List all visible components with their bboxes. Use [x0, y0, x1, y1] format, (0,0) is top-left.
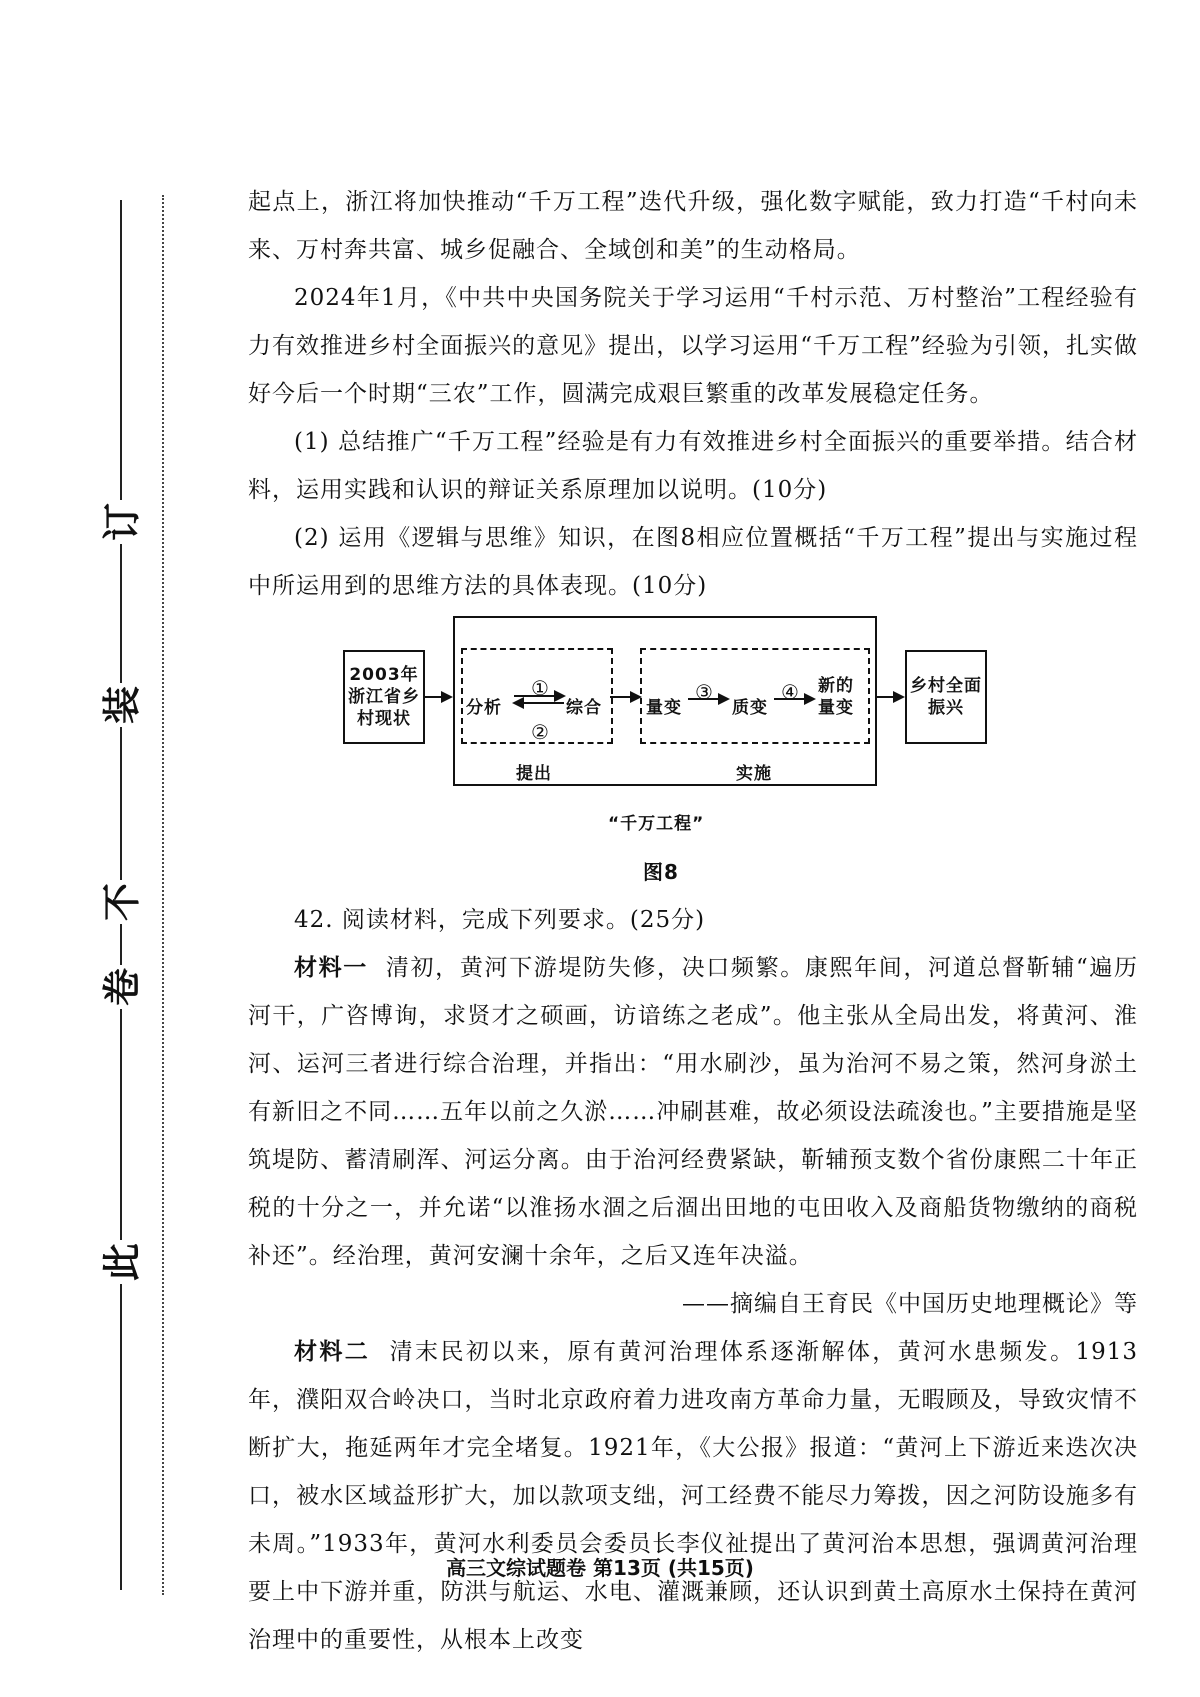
analysis-label: 分析 — [466, 698, 502, 718]
arrow-synthesis-analysis — [514, 702, 564, 704]
binding-char-1: 此 — [100, 1240, 144, 1284]
qualitative-label: 质变 — [732, 698, 768, 718]
material-2 — [248, 1328, 1138, 1664]
arrow-end — [875, 696, 903, 698]
synthesis-label: 综合 — [566, 698, 602, 718]
circle-1: ① — [531, 676, 550, 700]
circle-3: ③ — [695, 680, 714, 704]
question-42-stem: 42. 阅读材料，完成下列要求。(25分) — [294, 907, 706, 933]
question-41-1: (1) 总结推广“千万工程”经验是有力有效推进乡村全面振兴的重要举措。结合材料，运用实践和认识的辩证关系原理加以说明。(10分) — [248, 429, 1138, 503]
propose-label: 提出 — [516, 764, 552, 784]
quantitative-label: 量变 — [646, 698, 682, 718]
paragraph-continuation: 起点上，浙江将加快推动“千万工程”迭代升级，强化数字赋能，致力打造“千村向未来、万村奔共富、城乡促融合、全域创和美”的生动格局。 — [248, 189, 1138, 263]
arrow-mid — [610, 696, 640, 698]
paragraph-2024: 2024年1月，《中共中央国务院关于学习运用“千村示范、万村整治”工程经验有力有效推进乡村全面振兴的意见》提出，以学习运用“千万工程”经验为引领，扎实做好今后一个时期“三农”工作，圆满完成艰巨繁重的改革发展稳定任务。 — [248, 285, 1138, 407]
arrow-start — [423, 696, 451, 698]
material-1-source: ——摘编自王育民《中国历史地理概论》等 — [682, 1291, 1138, 1317]
question-41-2: (2) 运用《逻辑与思维》知识，在图8相应位置概括“千万工程”提出与实施过程中所运用到的思维方法的具体表现。(10分) — [248, 525, 1138, 599]
material-2-label: 材料二 — [294, 1339, 371, 1365]
circle-2: ② — [531, 720, 550, 744]
page-content — [248, 178, 1138, 1664]
material-2-text: 清末民初以来，原有黄河治理体系逐渐解体，黄河水患频发。1913年，濮阳双合岭决口，当时北京政府着力进攻南方革命力量，无暇顾及，导致灾情不断扩大，拖延两年才完全堵复。1921年，《大公报》报道：“黄河上下游近来迭次决口，被水区域益形扩大，加以款项支绌，河工经费不能尽力筹拨，因之河防设施多有未周。”1933年，黄河水利委员会委员长李仪祉提出了黄河治本思想，强调黄河治理要上中下游并重，防洪与航运、水电、灌溉兼顾，还认识到黄土高原水土保持在黄河治理中的重要性，从根本上改变 — [248, 1339, 1138, 1653]
material-1 — [248, 944, 1138, 1280]
arrow-qual-newquant — [774, 698, 814, 700]
material-1-text: 清初，黄河下游堤防失修，决口频繁。康熙年间，河道总督靳辅“遍历河干，广咨博询，求贤才之硕画，访谙练之老成”。他主张从全局出发，将黄河、淮河、运河三者进行综合治理，并指出：“用水刷沙，虽为治河不易之策，然河身淤土有新旧之不同……五年以前之久淤……冲刷甚难，故必须设法疏浚也。”主要措施是坚筑堤防、蓄清刷浑、河运分离。由于治河经费紧缺，靳辅预支数个省份康熙二十年正税的十分之一，并允诺“以淮扬水涸之后涸出田地的屯田收入及商船货物缴纳的商税补还”。经治理，黄河安澜十余年，之后又连年决溢。 — [248, 955, 1139, 1269]
material-1-label: 材料一 — [294, 955, 368, 981]
circle-4: ④ — [781, 680, 800, 704]
figure-caption: 图8 — [643, 860, 679, 884]
binding-margin — [0, 0, 175, 1697]
binding-char-5: 订 — [100, 500, 144, 544]
implement-label: 实施 — [736, 764, 772, 784]
end-box: 乡村全面振兴 — [905, 650, 987, 744]
arrow-quant-qual — [688, 698, 728, 700]
page-footer: 高三文综试题卷 第13页 (共15页) — [446, 1556, 754, 1580]
binding-char-3: 不 — [100, 880, 144, 924]
binding-char-4: 装 — [100, 683, 144, 727]
binding-dotted-line — [162, 195, 164, 1595]
new-quantitative-label: 新的量变 — [818, 676, 854, 718]
start-box: 2003年浙江省乡村现状 — [343, 650, 425, 744]
outer-label: “千万工程” — [608, 814, 705, 834]
figure-8-diagram — [248, 616, 1138, 896]
binding-char-2: 卷 — [100, 965, 144, 1009]
